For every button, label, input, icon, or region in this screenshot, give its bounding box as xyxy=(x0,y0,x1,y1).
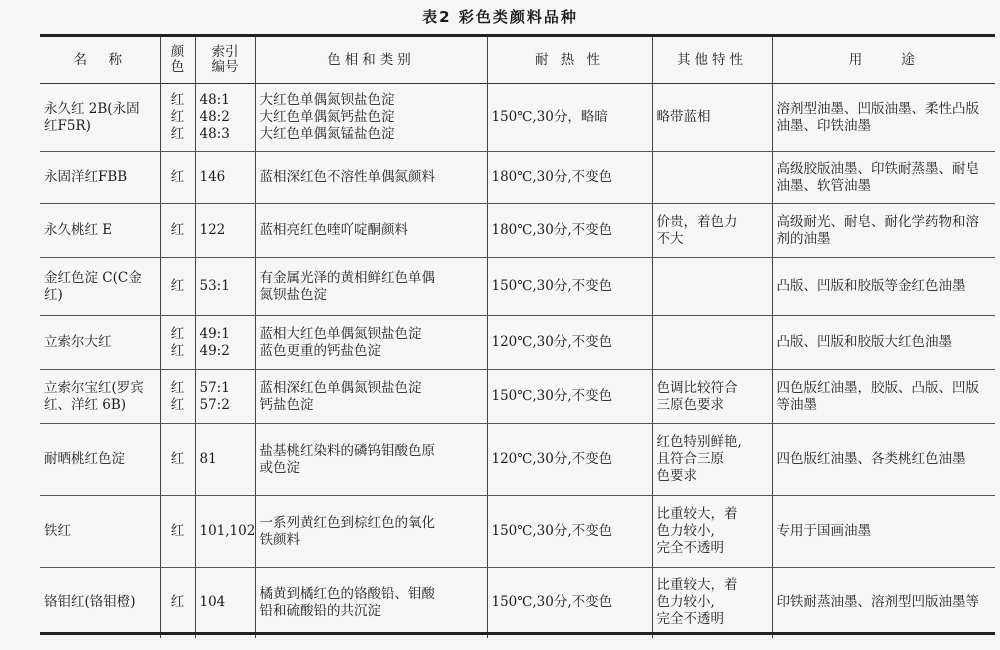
table-row xyxy=(40,370,995,424)
cell-use: 凸版、凹版和胶版等金红色油墨 xyxy=(772,258,995,316)
cell-name: 永久桃红 E xyxy=(40,204,160,258)
cell-other: 色调比较符合 三原色要求 xyxy=(652,370,772,424)
cell-index: 146 xyxy=(195,152,255,204)
cell-index: 53:1 xyxy=(195,258,255,316)
cell-color: 红 xyxy=(160,424,195,496)
cell-index: 101,102 xyxy=(195,496,255,568)
table-title: 表2 彩色类颜料品种 xyxy=(422,8,578,26)
cell-name: 立索尔宝红(罗宾 红、洋红 6B) xyxy=(40,370,160,424)
cell-color: 红 红 xyxy=(160,370,195,424)
header-color: 颜色 xyxy=(160,37,195,84)
cell-heat: 150℃,30分，略暗 xyxy=(487,84,652,152)
cell-index: 81 xyxy=(195,424,255,496)
cell-hue: 大红色单偶氮钡盐色淀 大红色单偶氮钙盐色淀 大红色单偶氮锰盐色淀 xyxy=(255,84,487,152)
cell-heat: 180℃,30分,不变色 xyxy=(487,204,652,258)
cell-use: 印铁耐蒸油墨、溶剂型凹版油墨等 xyxy=(772,568,995,638)
cell-index: 122 xyxy=(195,204,255,258)
header-row xyxy=(40,37,995,84)
header-index: 索引 编号 xyxy=(195,37,255,84)
cell-heat: 150℃,30分,不变色 xyxy=(487,370,652,424)
cell-index: 48:1 48:2 48:3 xyxy=(195,84,255,152)
cell-color: 红 xyxy=(160,496,195,568)
table-row xyxy=(40,568,995,638)
cell-name: 耐晒桃红色淀 xyxy=(40,424,160,496)
cell-other: 价贵，着色力 不大 xyxy=(652,204,772,258)
header-hue: 色相和类别 xyxy=(255,37,487,84)
cell-other xyxy=(652,258,772,316)
cell-index: 57:1 57:2 xyxy=(195,370,255,424)
cell-color: 红 红 红 xyxy=(160,84,195,152)
cell-name: 金红色淀 C(C金 红) xyxy=(40,258,160,316)
header-other: 其他特性 xyxy=(652,37,772,84)
cell-name: 铁红 xyxy=(40,496,160,568)
cell-other xyxy=(652,152,772,204)
cell-color: 红 xyxy=(160,152,195,204)
cell-use: 专用于国画油墨 xyxy=(772,496,995,568)
header-name: 名 称 xyxy=(40,37,160,84)
cell-use: 高级胶版油墨、印铁耐蒸墨、耐皂油墨、软管油墨 xyxy=(772,152,995,204)
cell-name: 立索尔大红 xyxy=(40,316,160,370)
cell-hue: 蓝相深红色单偶氮钡盐色淀 钙盐色淀 xyxy=(255,370,487,424)
cell-hue: 盐基桃红染料的磷钨钼酸色原 或色淀 xyxy=(255,424,487,496)
cell-other xyxy=(652,316,772,370)
cell-other: 比重较大，着 色力较小, 完全不透明 xyxy=(652,568,772,638)
cell-hue: 蓝相亮红色喹吖啶酮颜料 xyxy=(255,204,487,258)
cell-name: 永久红 2B(永固 红F5R) xyxy=(40,84,160,152)
cell-use: 四色版红油墨，胶版、凸版、凹版等油墨 xyxy=(772,370,995,424)
table-row xyxy=(40,258,995,316)
cell-heat: 150℃,30分,不变色 xyxy=(487,496,652,568)
cell-color: 红 xyxy=(160,568,195,638)
cell-heat: 120℃,30分,不变色 xyxy=(487,316,652,370)
cell-use: 四色版红油墨、各类桃红色油墨 xyxy=(772,424,995,496)
cell-color: 红 xyxy=(160,204,195,258)
table-row xyxy=(40,496,995,568)
cell-hue: 一系列黄红色到棕红色的氧化 铁颜料 xyxy=(255,496,487,568)
cell-heat: 180℃,30分,不变色 xyxy=(487,152,652,204)
table-row xyxy=(40,424,995,496)
cell-use: 高级耐光、耐皂、耐化学药物和溶剂的油墨 xyxy=(772,204,995,258)
cell-other: 略带蓝相 xyxy=(652,84,772,152)
table-row xyxy=(40,152,995,204)
header-heat: 耐 热 性 xyxy=(487,37,652,84)
cell-name: 铬钼红(铬钼橙) xyxy=(44,594,136,611)
cell-use: 凸版、凹版和胶版大红色油墨 xyxy=(772,316,995,370)
cell-other: 比重较大，着 色力较小, 完全不透明 xyxy=(652,496,772,568)
cell-heat: 120℃,30分,不变色 xyxy=(487,424,652,496)
cell-use: 溶剂型油墨、凹版油墨、柔性凸版油墨、印铁油墨 xyxy=(772,84,995,152)
table-row xyxy=(40,204,995,258)
table-row xyxy=(40,84,995,152)
cell-hue: 蓝相深红色不溶性单偶氮颜料 xyxy=(255,152,487,204)
cell-color: 红 红 xyxy=(160,316,195,370)
cell-name: 永固洋红FBB xyxy=(40,152,160,204)
header-use: 用 途 xyxy=(772,37,995,84)
cell-hue: 有金属光泽的黄相鲜红色单偶 氮钡盐色淀 xyxy=(255,258,487,316)
cell-index: 49:1 49:2 xyxy=(195,316,255,370)
cell-hue: 蓝相大红色单偶氮钡盐色淀 蓝色更重的钙盐色淀 xyxy=(255,316,487,370)
pigment-table xyxy=(40,37,995,638)
cell-color: 红 xyxy=(160,258,195,316)
cell-other: 红色特别鲜艳, 且符合三原 色要求 xyxy=(652,424,772,496)
cell-index: 104 xyxy=(195,568,255,638)
table-row xyxy=(40,316,995,370)
cell-heat: 150℃,30分,不变色 xyxy=(487,258,652,316)
cell-heat: 150℃,30分,不变色 xyxy=(487,568,652,638)
bottom-rule xyxy=(40,632,995,635)
cell-hue: 橘黄到橘红色的铬酸铅、钼酸 铅和硫酸铅的共沉淀 xyxy=(255,568,487,638)
